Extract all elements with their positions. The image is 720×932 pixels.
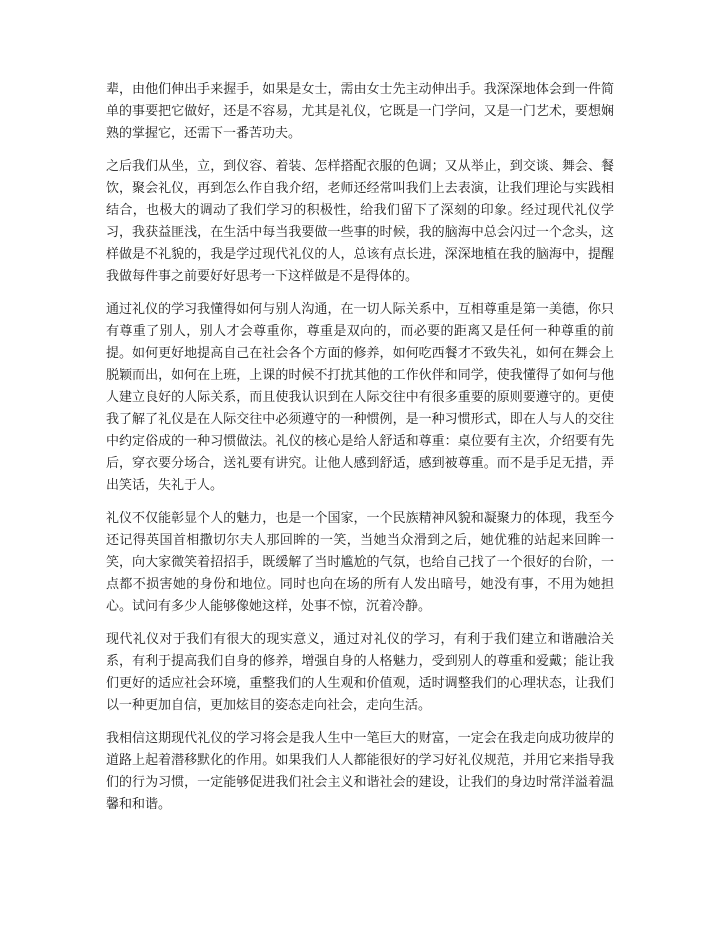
paragraph-3: 通过礼仪的学习我懂得如何与别人沟通，在一切人际关系中，互相尊重是第一美德，你只有尊重了别人，别人才会尊重你，尊重是双向的，而必要的距离又是任何一种尊重的前提。如何更好地提高自己在社会各个方面的修养，如何吃西餐才不致失礼，如何在舞会上脱颖而出，如何在上班，上课的时候不打扰其他的工作伙伴和同学，使我懂得了如何与他人建立良好的人际关系，而且使我认识到在人际交往中有很多重要的原则要遵守的。更使我了解了礼仪是在人际交往中必须遵守的一种惯例，是一种习惯形式，即在人与人的交往中约定俗成的一种习惯做法。礼仪的核心是给人舒适和尊重：桌位要有主次，介绍要有先后，穿衣要分场合，送礼要有讲究。让他人感到舒适，感到被尊重。而不是手足无措，弄出笑话，失礼于人。 xyxy=(106,302,614,493)
document-body xyxy=(106,79,614,827)
paragraph-1: 辈，由他们伸出手来握手，如果是女士，需由女士先主动伸出手。我深深地体会到一件简单的事要把它做好，还是不容易，尤其是礼仪，它既是一门学问，又是一门艺术，要想娴熟的掌握它，还需下一番苦功夫。 xyxy=(106,82,614,141)
paragraph-2: 之后我们从坐，立，到仪容、着装、怎样搭配衣服的色调；又从举止，到交谈、舞会、餐饮，聚会礼仪，再到怎么作自我介绍，老师还经常叫我们上去表演，让我们理论与实践相结合，也极大的调动了我们学习的积极性，给我们留下了深刻的印象。经过现代礼仪学习，我获益匪浅，在生活中每当我要做一些事的时候，我的脑海中总会闪过一个念头，这样做是不礼貌的，我是学过现代礼仪的人，总该有点长进，深深地植在我的脑海中，提醒我做每件事之前要好好思考一下这样做是不是得体的。 xyxy=(106,159,614,284)
paragraph-4: 礼仪不仅能彰显个人的魅力，也是一个国家，一个民族精神风貌和凝聚力的体现，我至今还记得英国首相撒切尔夫人那回眸的一笑，当她当众滑到之后，她优雅的站起来回眸一笑，向大家微笑着招招手，既缓解了当时尴尬的气氛，也给自己找了一个很好的台阶，一点都不损害她的身份和地位。同时也向在场的所有人发出暗号，她没有事，不用为她担心。试问有多少人能够像她这样，处事不惊，沉着冷静。 xyxy=(106,511,614,614)
paragraph-6: 我相信这期现代礼仪的学习将会是我人生中一笔巨大的财富，一定会在我走向成功彼岸的道路上起着潜移默化的作用。如果我们人人都能很好的学习好礼仪规范，并用它来指导我们的行为习惯，一定能够促进我们社会主义和谐社会的建设，让我们的身边时常洋溢着温馨和和谐。 xyxy=(106,731,614,812)
paragraph-5: 现代礼仪对于我们有很大的现实意义，通过对礼仪的学习，有利于我们建立和谐融洽关系，有利于提高我们自身的修养，增强自身的人格魅力，受到别人的尊重和爱戴；能让我们更好的适应社会环境，重整我们的人生观和价值观，适时调整我们的心理状态，让我们以一种更加自信，更加炫目的姿态走向社会，走向生活。 xyxy=(106,632,614,713)
